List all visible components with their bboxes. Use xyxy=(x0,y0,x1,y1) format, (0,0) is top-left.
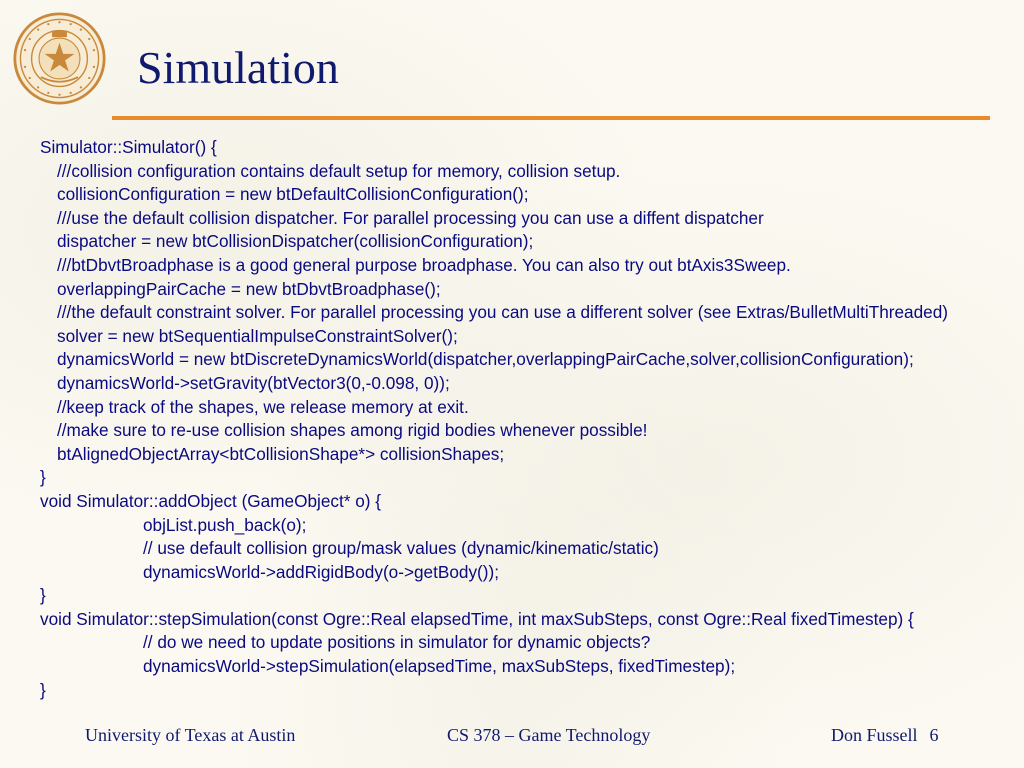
code-line: overlappingPairCache = new btDbvtBroadphase(); xyxy=(57,278,441,299)
code-line: solver = new btSequentialImpulseConstraintSolver(); xyxy=(57,325,458,346)
code-line: void Simulator::addObject (GameObject* o) { xyxy=(40,490,382,511)
page-number: 6 xyxy=(929,725,939,745)
footer-author: Don Fussell xyxy=(831,725,918,745)
footer-author-page xyxy=(831,724,939,746)
code-line: ///use the default collision dispatcher. For parallel processing you can use a diffent dispatcher xyxy=(57,207,764,228)
code-line: objList.push_back(o); xyxy=(143,514,307,535)
slide-title: Simulation xyxy=(137,42,339,93)
code-line: dynamicsWorld->stepSimulation(elapsedTime, maxSubSteps, fixedTimestep); xyxy=(143,656,736,677)
code-line: Simulator::Simulator() { xyxy=(40,137,217,157)
code-line: ///the default constraint solver. For parallel processing you can use a different solver (see Extras/BulletMultiThreaded) xyxy=(57,302,949,323)
code-line: ///btDbvtBroadphase is a good general purpose broadphase. You can also try out btAxis3Sweep. xyxy=(57,254,791,275)
university-seal-icon xyxy=(13,12,106,105)
code-line: // use default collision group/mask values (dynamic/kinematic/static) xyxy=(143,538,659,559)
code-line: dynamicsWorld->setGravity(btVector3(0,-0.098, 0)); xyxy=(57,372,450,393)
code-line: } xyxy=(40,467,46,488)
code-line: void Simulator::stepSimulation(const Ogre::Real elapsedTime, int maxSubSteps, const Ogre::Real fixedTimestep) { xyxy=(40,608,914,629)
title-divider xyxy=(112,116,990,120)
code-line: } xyxy=(40,585,46,606)
footer-institution: University of Texas at Austin xyxy=(85,725,296,745)
code-line: ///collision configuration contains default setup for memory, collision setup. xyxy=(57,160,621,181)
code-line: dispatcher = new btCollisionDispatcher(collisionConfiguration); xyxy=(57,231,534,252)
footer-course: CS 378 – Game Technology xyxy=(447,725,651,745)
code-line: // do we need to update positions in simulator for dynamic objects? xyxy=(143,632,651,653)
code-line: btAlignedObjectArray<btCollisionShape*> collisionShapes; xyxy=(57,443,505,464)
code-line: dynamicsWorld->addRigidBody(o->getBody()); xyxy=(143,561,500,582)
code-line: } xyxy=(40,679,46,700)
code-line: //make sure to re-use collision shapes among rigid bodies whenever possible! xyxy=(57,420,648,441)
code-line: collisionConfiguration = new btDefaultCollisionConfiguration(); xyxy=(57,184,529,205)
code-line: dynamicsWorld = new btDiscreteDynamicsWorld(dispatcher,overlappingPairCache,solver,collisionConfiguration); xyxy=(57,349,914,370)
code-block xyxy=(40,136,1024,702)
code-line: //keep track of the shapes, we release memory at exit. xyxy=(57,396,469,417)
